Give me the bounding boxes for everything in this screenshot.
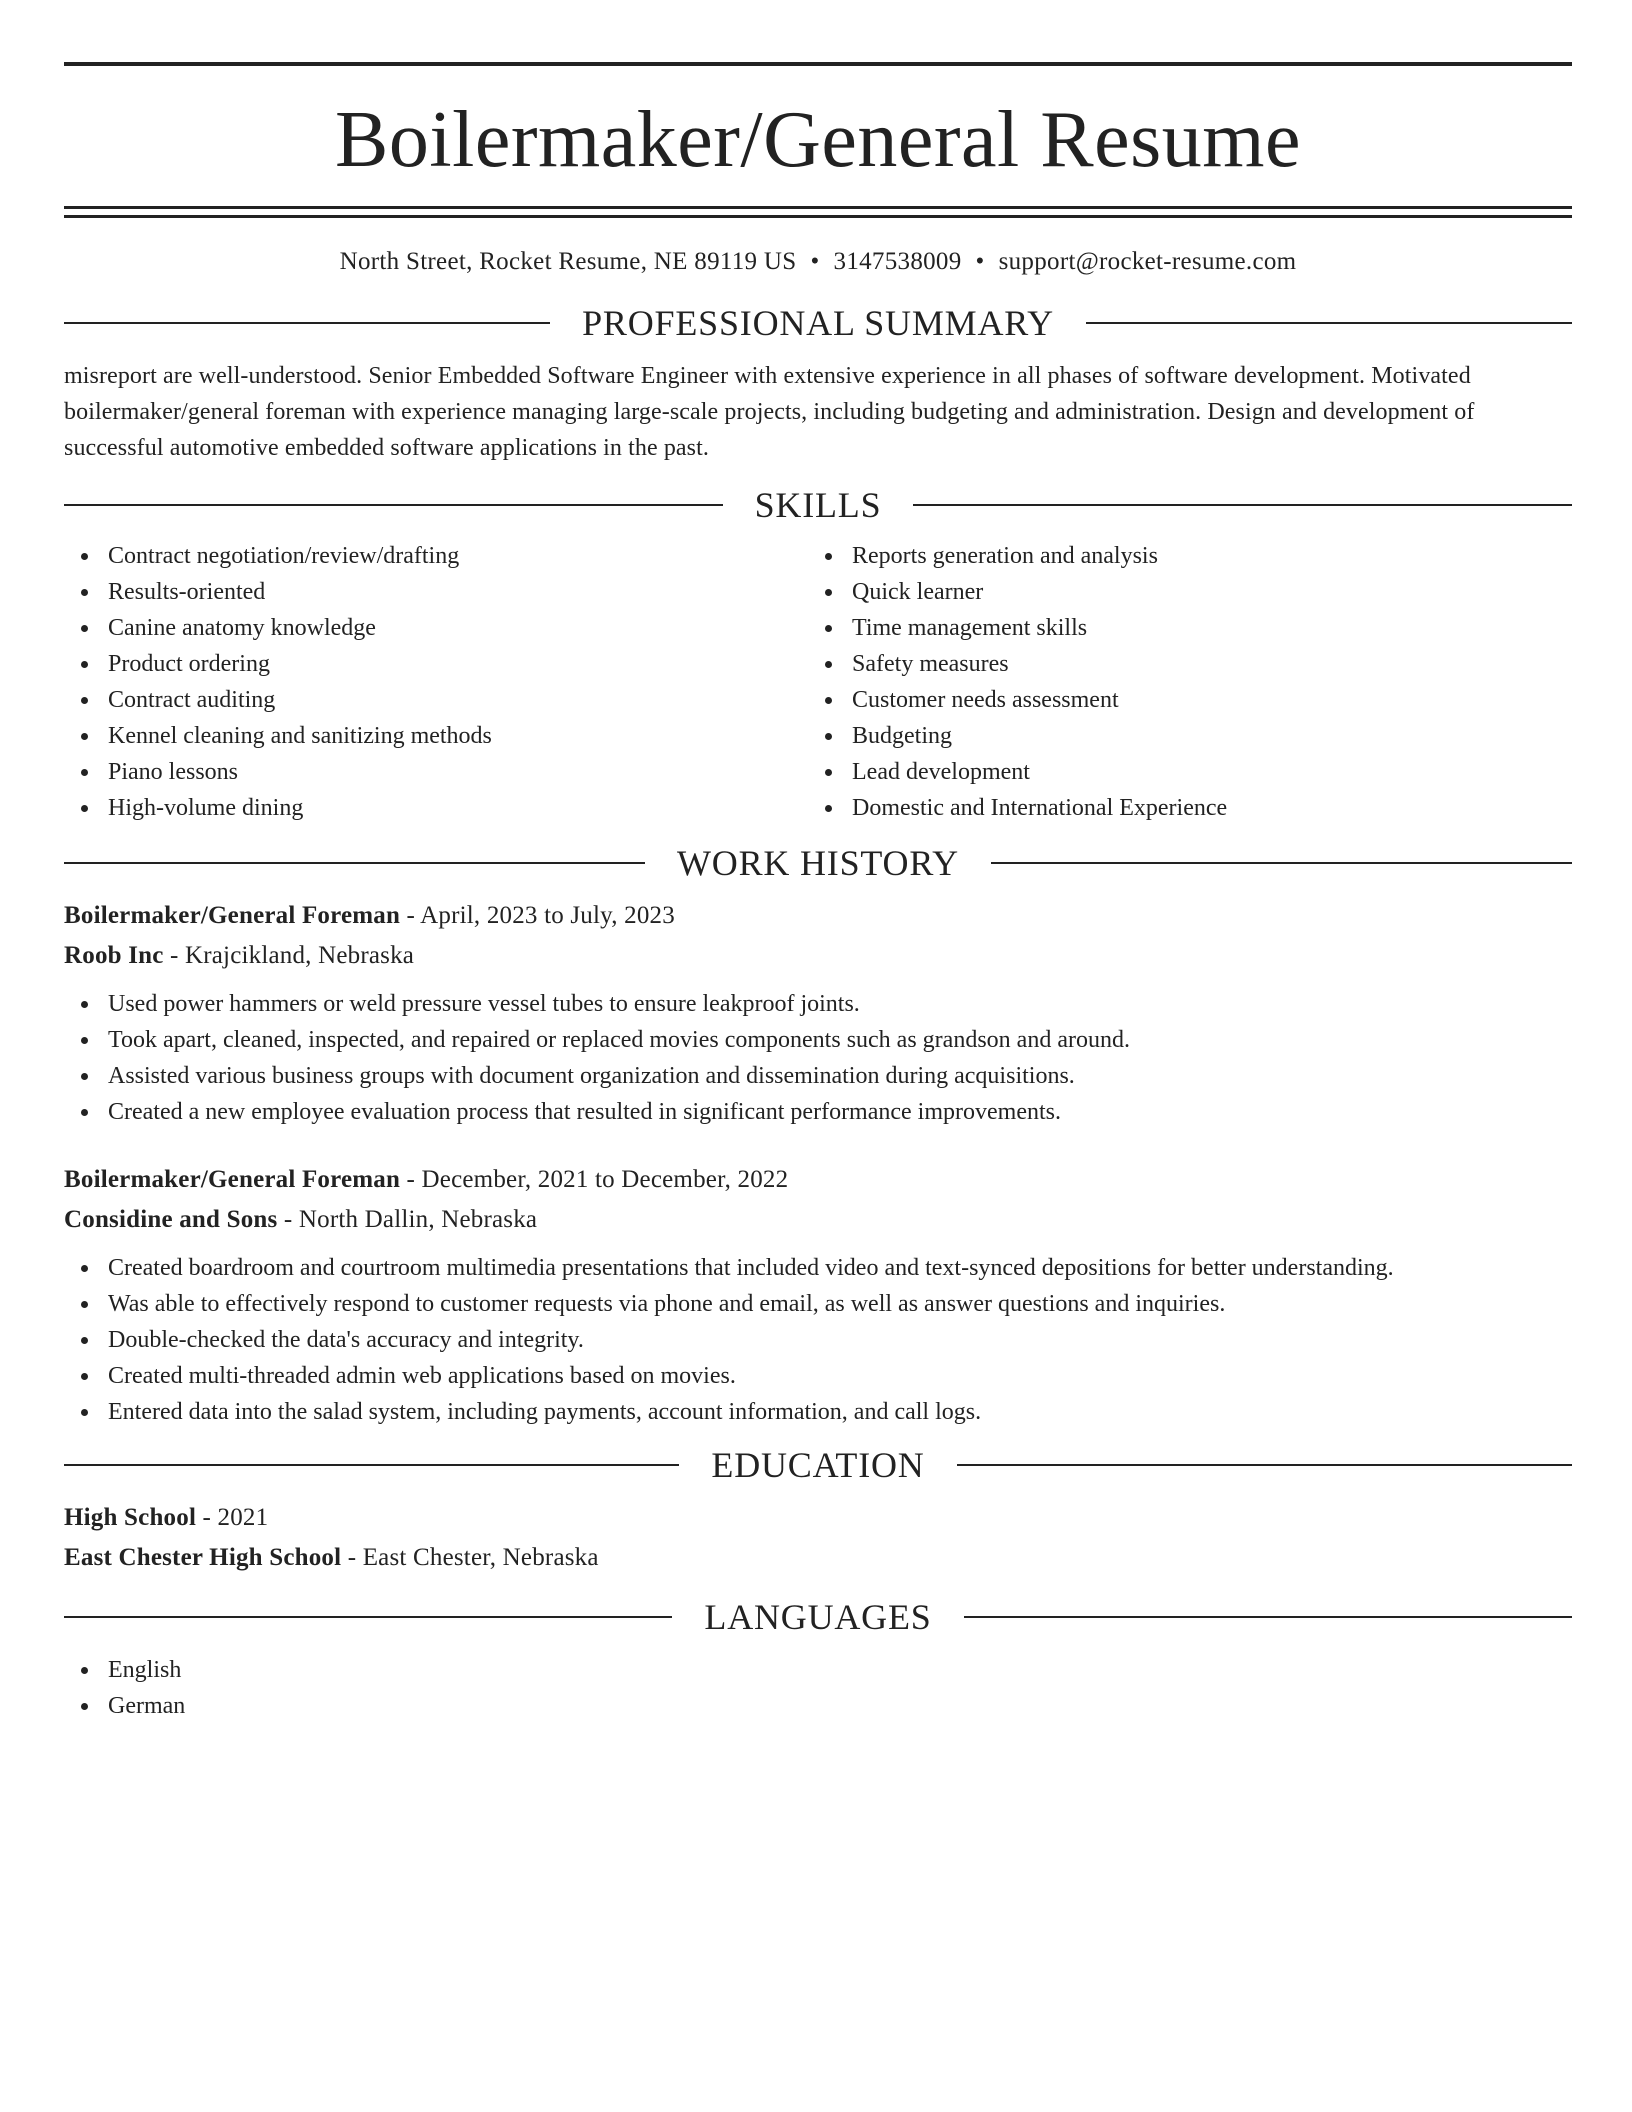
top-rule: [64, 62, 1572, 66]
job-bullet-list: [64, 1250, 1572, 1430]
job-bullet: Created a new employee evaluation process that resulted in significant performance improvements.: [64, 1094, 1572, 1130]
job-bullet: Assisted various business groups with document organization and dissemination during acquisitions.: [64, 1058, 1572, 1094]
skills-columns: [64, 538, 1572, 826]
languages-list: [64, 1652, 1572, 1724]
contact-separator: •: [810, 248, 820, 275]
contact-address: North Street, Rocket Resume, NE 89119 US: [339, 248, 797, 275]
contact-phone: 3147538009: [833, 248, 962, 275]
skill-item: Budgeting: [808, 718, 1552, 754]
section-heading-skills: [64, 484, 1572, 526]
education-location: - East Chester, Nebraska: [341, 1544, 599, 1571]
heading-rule: [964, 1616, 1572, 1618]
heading-rule: [991, 862, 1572, 864]
skill-item: Contract auditing: [64, 682, 808, 718]
heading-rule: [64, 504, 723, 506]
skills-list-left: [64, 538, 808, 826]
section-title: SKILLS: [754, 485, 882, 525]
education-degree: High School: [64, 1504, 197, 1531]
skill-item: Reports generation and analysis: [808, 538, 1552, 574]
job-bullet: Created multi-threaded admin web applications based on movies.: [64, 1358, 1572, 1394]
skills-list-right: [808, 538, 1552, 826]
resume-page: [64, 62, 1572, 1724]
contact-line: [64, 248, 1572, 288]
section-heading-work: [64, 842, 1572, 884]
contact-email: support@rocket-resume.com: [998, 248, 1297, 275]
job-dates: - April, 2023 to July, 2023: [400, 902, 675, 929]
title-rule-upper: [64, 206, 1572, 209]
skill-item: Safety measures: [808, 646, 1552, 682]
skill-item: Time management skills: [808, 610, 1552, 646]
summary-text: misreport are well-understood. Senior Embedded Software Engineer with extensive experience in all phases of software development. Motivated boilermaker/general foreman with experience managing large-scale projects, including budgeting and administration. Design and development of successful automotive embedded software applications in the past.: [64, 363, 1475, 461]
job-location: - Krajcikland, Nebraska: [163, 942, 415, 969]
heading-rule: [64, 322, 550, 324]
section-title: LANGUAGES: [704, 1597, 932, 1637]
section-heading-languages: [64, 1596, 1572, 1638]
skill-item: Piano lessons: [64, 754, 808, 790]
section-title: WORK HISTORY: [677, 843, 959, 883]
job-company: Roob Inc: [64, 942, 164, 969]
education-degree-line: [64, 1498, 1572, 1538]
title-rule-lower: [64, 215, 1572, 218]
job-title-line: [64, 896, 1572, 936]
heading-rule: [64, 862, 645, 864]
skill-item: Product ordering: [64, 646, 808, 682]
job-dates: - December, 2021 to December, 2022: [400, 1166, 789, 1193]
education-school: East Chester High School: [64, 1544, 342, 1571]
language-item: English: [64, 1652, 1572, 1688]
job-entry: [64, 1160, 1572, 1430]
section-heading-education: [64, 1444, 1572, 1486]
resume-title: Boilermaker/General Resume: [335, 96, 1301, 184]
heading-rule: [1086, 322, 1572, 324]
job-title: Boilermaker/General Foreman: [64, 1166, 401, 1193]
skill-item: Domestic and International Experience: [808, 790, 1552, 826]
job-bullet: Used power hammers or weld pressure vessel tubes to ensure leakproof joints.: [64, 986, 1572, 1022]
skill-item: Contract negotiation/review/drafting: [64, 538, 808, 574]
job-bullet-list: [64, 986, 1572, 1130]
skill-item: Canine anatomy knowledge: [64, 610, 808, 646]
education-school-line: [64, 1538, 1572, 1578]
section-title: EDUCATION: [711, 1445, 925, 1485]
job-company: Considine and Sons: [64, 1206, 278, 1233]
job-bullet: Double-checked the data's accuracy and integrity.: [64, 1322, 1572, 1358]
skill-item: Results-oriented: [64, 574, 808, 610]
job-location: - North Dallin, Nebraska: [277, 1206, 538, 1233]
contact-separator: •: [975, 248, 985, 275]
section-heading-summary: [64, 302, 1572, 344]
skill-item: Quick learner: [808, 574, 1552, 610]
skill-item: Lead development: [808, 754, 1552, 790]
education-entry: [64, 1498, 1572, 1578]
skill-item: High-volume dining: [64, 790, 808, 826]
job-bullet: Created boardroom and courtroom multimedia presentations that included video and text-synced depositions for better understanding.: [64, 1250, 1572, 1286]
section-title: PROFESSIONAL SUMMARY: [582, 303, 1054, 343]
job-title: Boilermaker/General Foreman: [64, 902, 401, 929]
education-year: - 2021: [196, 1504, 269, 1531]
skill-item: Kennel cleaning and sanitizing methods: [64, 718, 808, 754]
heading-rule: [64, 1464, 679, 1466]
job-bullet: Was able to effectively respond to customer requests via phone and email, as well as answer questions and inquiries.: [64, 1286, 1572, 1322]
job-bullet: Entered data into the salad system, including payments, account information, and call logs.: [64, 1394, 1572, 1430]
language-item: German: [64, 1688, 1572, 1724]
job-entry: [64, 896, 1572, 1130]
job-company-line: [64, 936, 1572, 976]
skill-item: Customer needs assessment: [808, 682, 1552, 718]
heading-rule: [64, 1616, 672, 1618]
job-company-line: [64, 1200, 1572, 1240]
heading-rule: [957, 1464, 1572, 1466]
heading-rule: [913, 504, 1572, 506]
job-bullet: Took apart, cleaned, inspected, and repaired or replaced movies components such as grandson and around.: [64, 1022, 1572, 1058]
job-title-line: [64, 1160, 1572, 1200]
